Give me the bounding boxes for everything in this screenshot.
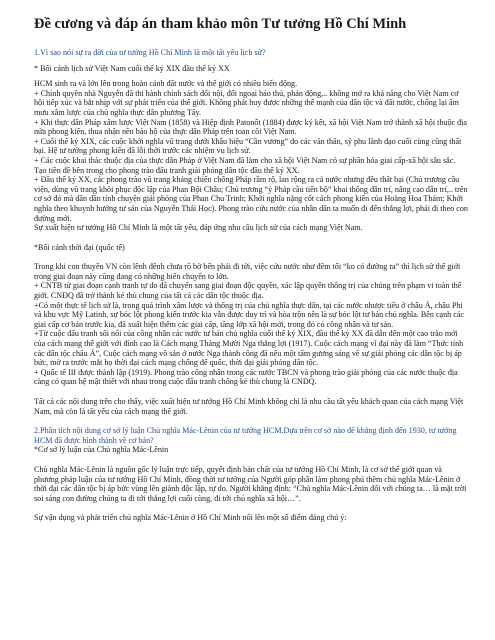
conclusion-paragraph: Tất cả các nội dung trên cho thấy, việc xuất hiện tư tưởng Hồ Chí Minh không chỉ là nhu cầu tất yếu khách quan của cách mạng Việt Nam, mà còn là tất yếu của cách mạng thế giới.: [34, 397, 464, 416]
question-1: 1.Vì sao nói sự ra đời của tư tưởng Hồ Chí Minh là một tất yếu lịch sử?: [34, 48, 266, 57]
paragraph: + Đầu thế kỷ XX, các phong trào vũ trang kháng chiến chống Pháp rầm rộ, lan rộng ra cả nước nhưng đều thất bại (Chủ trương cầu viện, dùng vũ trang khôi phục độc lập của Phan Bội Châu; Chủ trương “ỷ Pháp cầu tiến bộ” khai thông dân trí, nâng cao dân trí,.. trên cơ sở đó mà dần dần tính chuyện giải phóng của Phan Chu Trinh; Khởi nghĩa nặng cốt cách phong kiến của Hoàng Hoa Thám; Khởi nghĩa theo khuynh hướng tư sản của Nguyễn Thái Học). Phong trào cứu nước của nhân dân ta muốn đi đến thắng lợi, phải đi theo con đường mới.: [34, 175, 468, 223]
question-2: 2.Phân tích nội dung cơ sở lý luận Chủ nghĩa Mác-Lênin của tư tưởng HCM.Dựa trên cơ sở nào để khẳng định đến 1930, tư tưởng HCM đã được hình thành về cơ bản?: [34, 426, 457, 445]
section-heading-vn-context: * Bối cảnh lịch sử Việt Nam cuối thế kỷ XIX đầu thế kỷ XX: [34, 63, 230, 73]
paragraph: + Chính quyền nhà Nguyễn đã thi hành chính sách đối nội, đối ngoại bảo thủ, phản động,.. không mở ra khả năng cho Việt Nam cơ hội tiếp xúc và bắt nhịp với sự phát triển của thế giới. Không phát huy được những thế mạnh của dân tộc và đất nước, chống lại âm mưu xâm lược của chủ nghĩa thực dân phương Tây.: [34, 88, 459, 117]
paragraph: +Có một thực tế lịch sử là, trong quá trình xâm lược và thống trị của chủ nghĩa thực dân, tại các nước nhược tiểu ở châu Á, châu Phi và khu vực Mỹ Latinh, sự bóc lột phong kiến trước kia vẫn được duy trì và hòa trộn nên là sự bóc lột tư bản chủ nghĩa. Bên cạnh các giai cấp cơ bản trước kia, đã xuất hiện thêm các giai cấp, tầng lớp xã hội mới, trong đó có công nhân và tư sản.: [34, 300, 465, 329]
paragraph: Trong khi con thuyền VN còn lênh đênh chưa rõ bờ bến phải đi tới, việc cứu nước như đêm tối “ko có đường ra” thì lịch sử thế giới trong giai đoạn này cũng đang có những biến chuyển to lớn.: [34, 262, 461, 281]
section-heading-world-context: *Bối cảnh thời đại (quốc tế): [34, 242, 125, 252]
paragraph: + CNTB từ giai đoạn cạnh tranh tự do đã chuyển sang giai đoạn độc quyền, xác lập quyền thống trị của chúng trên phạm vi toàn thế giới. CNĐQ đã trở thành kẻ thù chung của tất cả các dân tộc thuộc địa.: [34, 281, 462, 301]
paragraph: + Các cuộc khai thác thuộc địa của thực dân Pháp ở Việt Nam đã làm cho xã hội Việt Nam có sự phân hóa giai cấp-xã hội sâu sắc. Tạo tiền đề bên trong cho phong trào đấu tranh giải phóng dân tộc đầu thế kỷ XX.: [34, 155, 456, 175]
paragraph: HCM sinh ra và lớn lên trong hoàn cảnh đất nước và thế giới có nhiều biến động.: [34, 79, 298, 89]
document-title: Đề cương và đáp án tham khảo môn Tư tưởng Hồ Chí Minh: [34, 16, 407, 32]
paragraph: + Cuối thế kỷ XIX, các cuộc khởi nghĩa vũ trang dưới khẩu hiệu “Cần vương” do các văn thân, sỹ phu lãnh đạo cuối cùng cũng thất bại. Hệ tư tưởng phong kiến đã lỗi thời trước các nhiệm vụ lịch sử.: [34, 136, 462, 156]
paragraph: Chủ nghĩa Mác-Lênin là nguồn gốc lý luận trực tiếp, quyết định bản chất của tư tưởng Hồ Chí Minh, là cơ sở thế giới quan và phương pháp luận của tư tưởng Hồ Chí Minh, đồng thời tư tưởng của Người góp phần làm phong phú thêm chủ nghĩa Mác-Lênin ở thời đại các dân tộc bị áp bức vùng lên giành độc lập, tự do. Người khẳng định: “Chủ nghĩa Mác-Lênin đối với chúng ta… là mặt trời soi sáng con đường chúng ta đi tới thắng lợi cuối cùng, đi tới chủ nghĩa xã hội…”.: [34, 464, 467, 503]
paragraph: + Quốc tế III được thành lập (1919). Phong trào công nhân trong các nước TBCN và phong trào giải phóng của các nước thuộc địa càng có quan hệ mật thiết với nhau trong cuộc đấu tranh chống kẻ thù chung là CNĐQ.: [34, 367, 458, 387]
paragraph: + Khi thực dân Pháp xâm lược Việt Nam (1858) và Hiệp định Patonốt (1884) được ký kết, xã hội Việt Nam trở thành xã hội thuộc địa nửa phong kiến, thua nhận nền bảo hộ của thực dân Pháp trên toan cõi Việt Nam.: [34, 117, 467, 137]
paragraph: Sự xuất hiện tư tưởng Hồ Chí Minh là một tất yếu, đáp ứng nhu cầu lịch sử của cách mạng Việt Nam.: [34, 223, 363, 233]
section-heading-marxism: *Cơ sở lý luận của Chủ nghĩa Mác-Lênin: [34, 445, 169, 455]
closing-paragraph: Sự vận dụng và phát triển chủ nghĩa Mác-Lênin ở Hồ Chí Minh nổi lên một số điểm đáng chú ý:: [34, 513, 347, 523]
paragraph: +Từ cuộc đấu tranh sôi nổi của công nhân các nước tư bản chủ nghĩa cuối thế kỷ XIX, đầu thế kỷ XX đã dẫn đến một cao trào mới của cách mạng thế giới với đỉnh cao là Cách mạng Tháng Mười Nga thắng lợi (1917). Cuộc cách mạng vĩ đại này đã làm “Thức tỉnh các dân tộc châu Á”, Cuộc cách mạng vô sản ở nước Nga thành công đã nêu một tấm gương sáng về sự giải phóng các dân tộc bị áp bức, mở ra trước mắt họ thời đại cách mạng chống đế quốc, thời đại giải phóng dân tộc.: [34, 329, 464, 368]
